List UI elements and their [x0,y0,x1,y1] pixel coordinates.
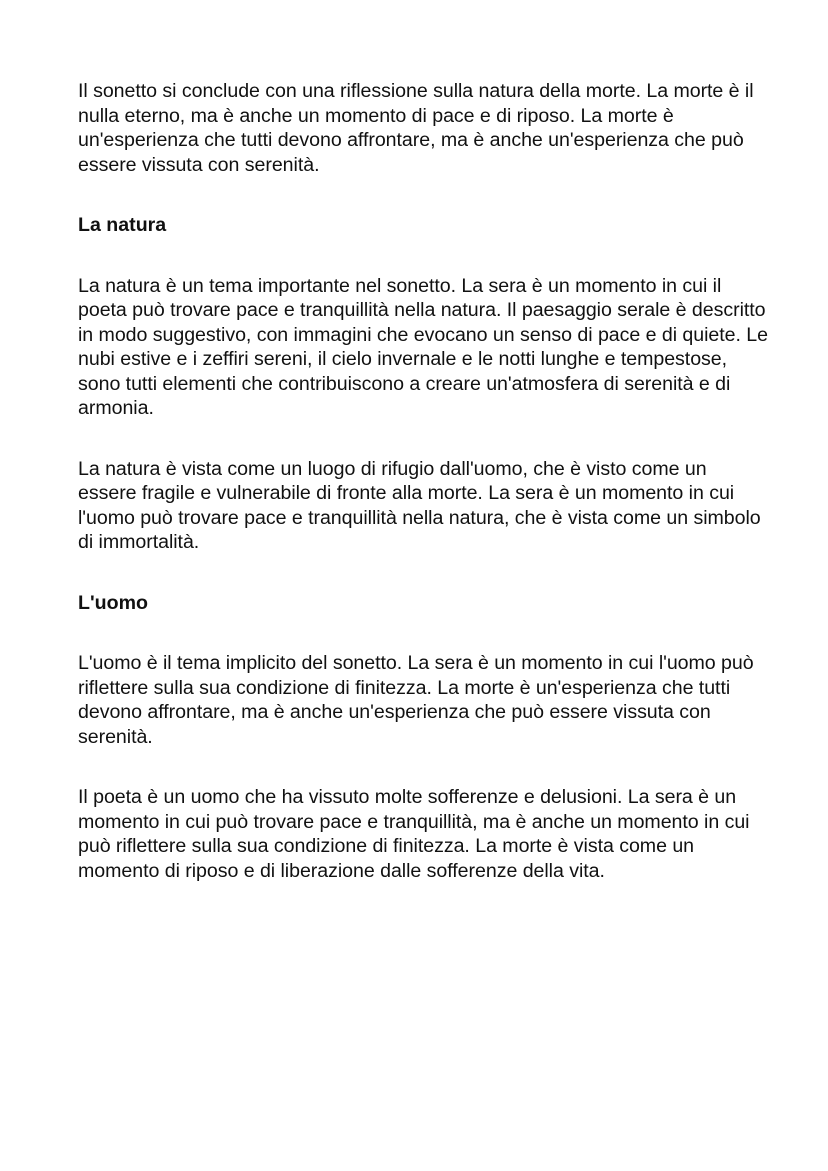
heading-l-uomo: L'uomo [78,591,148,614]
heading-la-natura: La natura [78,214,167,236]
paragraph-natura-rifugio: La natura è vista come un luogo di rifugio dall'uomo, che è visto come un essere fragile e vulnerabile di fronte alla morte. La sera è un momento in cui l'uomo può trovare pace e tranquillità nella natura, che è vista come un simbolo di immortalità. [78,457,761,553]
paragraph-conclusione: Il sonetto si conclude con una riflessione sulla natura della morte. La morte è il nulla eterno, ma è anche un momento di pace e di riposo. La morte è un'esperienza che tutti devono affrontare, ma è anche un'esperienza che può essere vissuta con serenità. [78,80,754,176]
document-page [78,79,768,883]
paragraph-poeta: Il poeta è un uomo che ha vissuto molte sofferenze e delusioni. La sera è un momento in cui può trovare pace e tranquillità, ma è anche un momento in cui può riflettere sulla sua condizione di finitezza. La morte è vista come un momento di riposo e di liberazione dalle sofferenze della vita. [78,786,750,882]
paragraph-natura-tema: La natura è un tema importante nel sonetto. La sera è un momento in cui il poeta può trovare pace e tranquillità nella natura. Il paesaggio serale è descritto in modo suggestivo, con immagini che evocano un senso di pace e di quiete. Le nubi estive e i zeffiri sereni, il cielo invernale e le notti lunghe e tempestose, sono tutti elementi che contribuiscono a creare un'atmosfera di serenità e di armonia. [78,274,768,419]
paragraph-uomo-tema: L'uomo è il tema implicito del sonetto. La sera è un momento in cui l'uomo può riflettere sulla sua condizione di finitezza. La morte è un'esperienza che tutti devono affrontare, ma è anche un'esperienza che può essere vissuta con serenità. [78,652,754,748]
